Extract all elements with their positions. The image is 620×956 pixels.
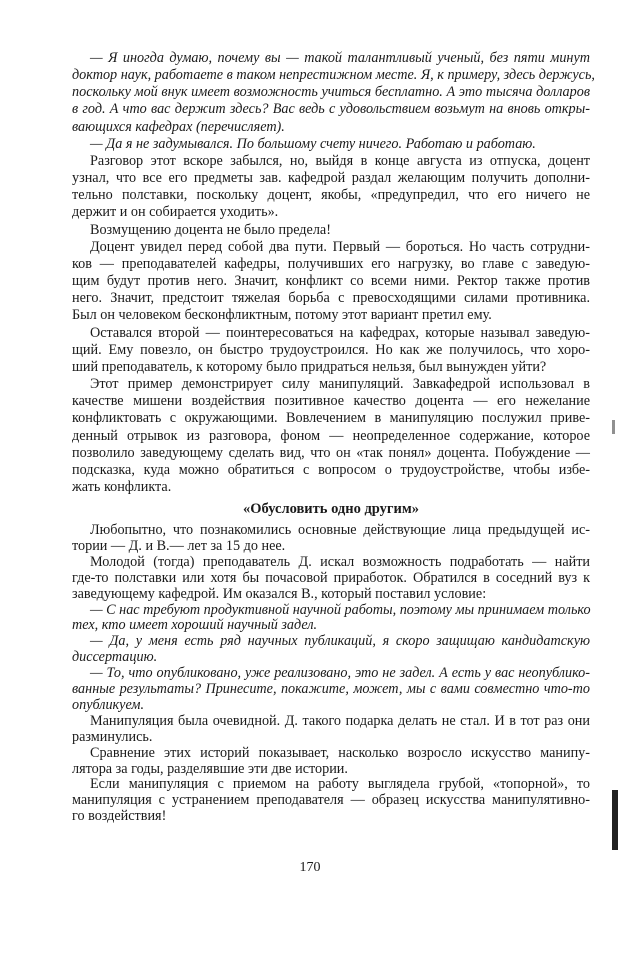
text-line: Этот пример демонстрирует силу манипуляций. Завкафедрой использовал в (90, 376, 590, 393)
text-line: него. Значит, предстоит тяжелая борьба с превосходящими силами противника. (72, 290, 590, 307)
text-line: Был он человеком бесконфликтным, потому этот вариант претил ему. (72, 307, 492, 324)
section-title: «Обусловить одно другим» (242, 501, 419, 517)
text-line: жать конфликта. (72, 479, 172, 495)
text-line: Разговор этот вскоре забылся, но, выйдя в конце августа из отпуска, доцент (90, 152, 590, 169)
text-line: узнал, что все его предметы зав. кафедрой раздал желающим получить дополни- (72, 170, 590, 187)
scan-edge-artifact (612, 420, 615, 434)
text-line: подсказка, куда можно обратиться с вопросом о трудоустройстве, чтобы избе- (72, 461, 590, 478)
text-line: разминулись. (72, 728, 153, 745)
text-line: Любопытно, что познакомились основные действующие лица предыдущей ис- (90, 522, 590, 538)
text-line: держит и он собирается уходить». (72, 204, 279, 221)
dialogue-line: в год. А что вас держит здесь? Вас ведь с удовольствием возьмут на вновь откры- (72, 101, 590, 118)
text-line: лятора за годы, разделявшие эти две истории. (72, 760, 348, 777)
text-line: Возмущению доцента не было предела! (90, 221, 331, 238)
text-line: ший преподаватель, к которому было придраться нельзя, был вынужден уйти? (72, 358, 547, 375)
text-line: тельно полставки, поскольку доцент, якобы, «предупредил, что его ничего не (72, 187, 590, 204)
dialogue-line: диссертацию. (72, 649, 158, 666)
text-line: Сравнение этих историй показывает, насколько возросло искусство манипу- (90, 744, 590, 761)
text-line: манипуляция с устранением преподавателя — образец искусства манипулятивно- (72, 792, 590, 809)
dialogue-line: — Да я не задумывался. По большому счету ничего. Работаю и работаю. (90, 135, 536, 152)
dialogue-line: — То, что опубликовано, уже реализовано, это не задел. А есть у вас неопублико- (90, 665, 590, 682)
dialogue-line: опубликуем. (72, 696, 145, 713)
text-line: качестве мишени воздействия позитивное качество доцента — его нежелание (72, 393, 590, 410)
dialogue-line: поскольку мой внук имеет возможность учиться бесплатно. А это тысяча долларов (72, 84, 590, 101)
dialogue-line: — С нас требуют продуктивной научной работы, поэтому мы принимаем только (90, 601, 591, 618)
text-line: щий. Ему повезло, он быстро трудоустроился. Но как же получилось, что хоро- (72, 341, 590, 358)
dialogue-line: — Я иногда думаю, почему вы — такой талантливый ученый, без пяти минут (90, 50, 590, 66)
text-line: Доцент увидел перед собой два пути. Первый — бороться. Но часть сотрудни- (90, 238, 590, 255)
text-line: денный отрывок из разговора, фоном — неопределенное содержание, которое (72, 427, 590, 444)
text-line: Молодой (тогда) преподаватель Д. искал возможность подработать — найти (90, 553, 590, 570)
dialogue-line: ванные результаты? Принесите, покажите, может, мы с вами совместно что-то (72, 681, 590, 697)
text-line: щим будут против него. Значит, конфликт со всеми ними. Ректор также против (72, 273, 590, 290)
dialogue-line: вающихся кафедрах (перечисляет). (72, 118, 285, 135)
text-line: го воздействия! (72, 808, 167, 825)
dialogue-line: тех, кто имеет хороший научный задел. (72, 617, 318, 634)
text-line: Манипуляция была очевидной. Д. такого подарка делать не стал. И в тот раз они (90, 712, 590, 729)
dialogue-line: — Да, у меня есть ряд научных публикаций, я скоро защищаю кандидатскую (90, 633, 590, 650)
text-line: позволило заведующему сделать вид, что он «так понял» доцента. Побуждение — (72, 444, 590, 461)
text-line: где-то полставки или хотя бы почасовой приработок. Обратился в соседний вуз к (72, 569, 590, 586)
text-line: Если манипуляция с приемом на работу выглядела грубой, «топорной», то (90, 776, 590, 793)
page-number: 170 (299, 860, 321, 875)
text-line: конфликтовать с окружающими. Вовлечением в манипуляцию послужил приве- (72, 410, 590, 427)
text-line: заведующему кафедрой. Им оказался В., который поставил условие: (72, 585, 487, 602)
text-line: Оставался второй — поинтересоваться на кафедрах, которые называл заведую- (90, 324, 590, 341)
scan-edge-artifact (612, 790, 618, 850)
dialogue-line: доктор наук, работаете в таком непрестижном месте. Я, к примеру, здесь держусь, (72, 67, 595, 84)
text-line: ков — преподавателей кафедры, получивших его нагрузку, во главе с заведую- (72, 255, 590, 272)
text-line: тории — Д. и В.— лет за 15 до нее. (72, 537, 286, 554)
